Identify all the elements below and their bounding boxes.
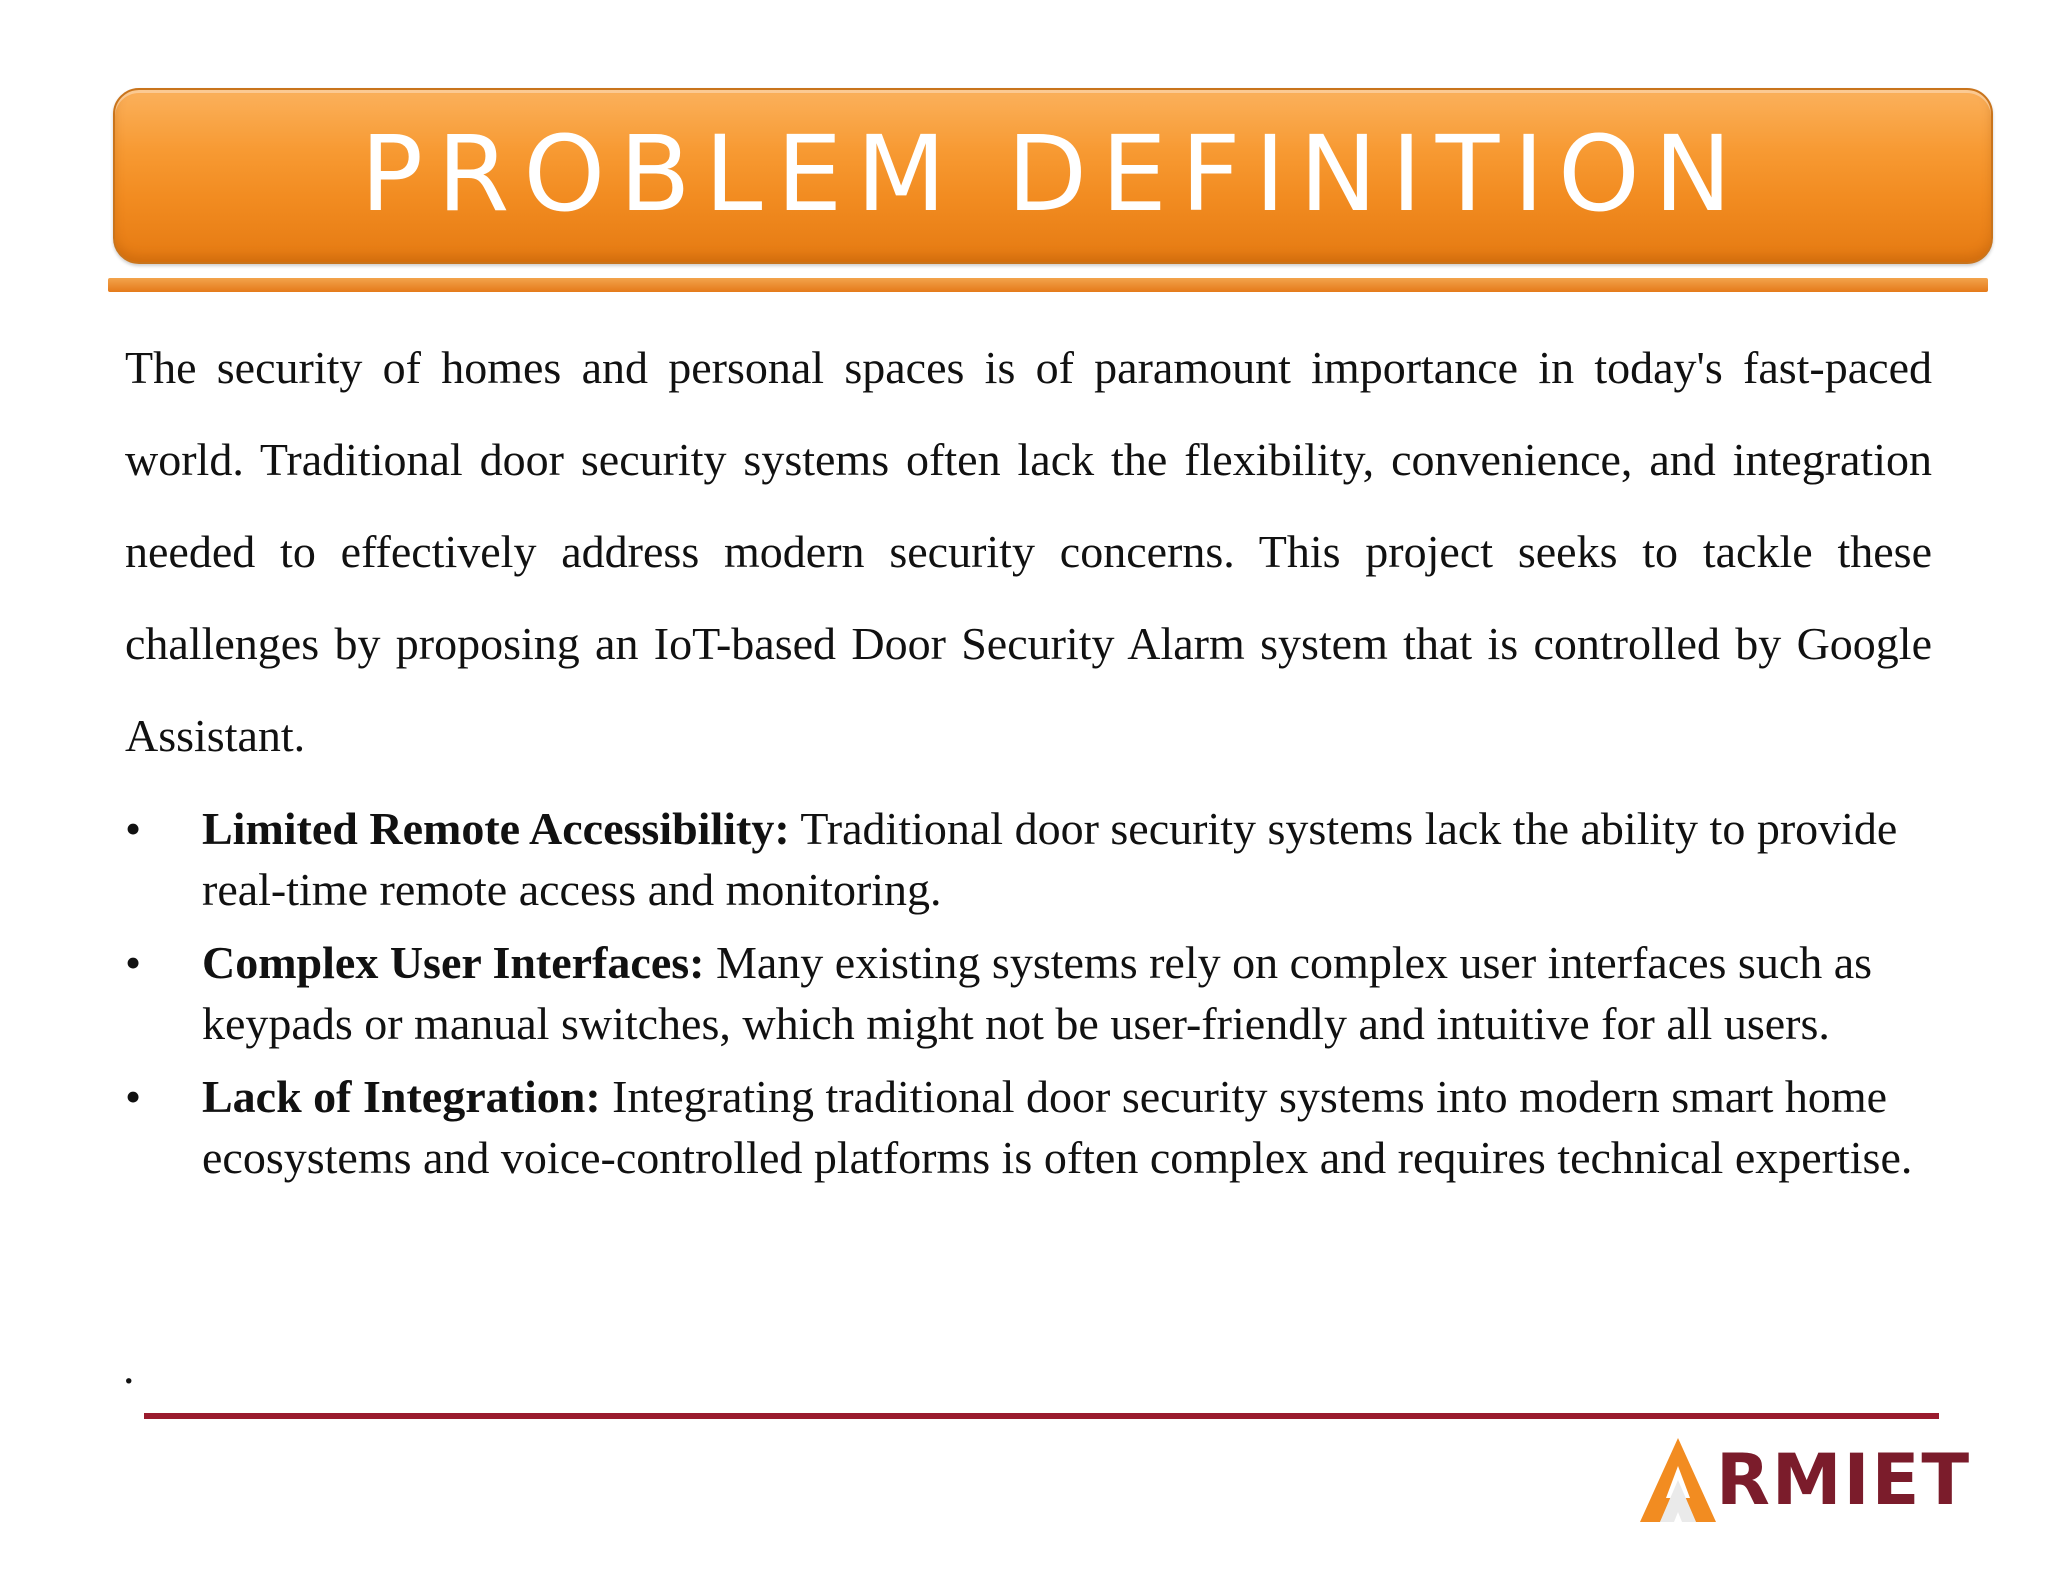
bullet-icon: • xyxy=(125,1071,142,1122)
logo-text: RMIET xyxy=(1716,1439,1972,1521)
trailing-period: . xyxy=(123,1342,135,1393)
bullet-icon: • xyxy=(125,937,142,988)
bullet-icon: • xyxy=(125,803,142,854)
list-item xyxy=(125,798,1945,920)
bullet-term: Lack of Integration: xyxy=(202,1071,601,1122)
bullet-text: Many existing systems rely on complex user interfaces such as keypads or manual switches, which might not be user-friendly and intuitive for all users. xyxy=(202,937,1873,1049)
armiet-a-logo-icon xyxy=(1638,1436,1718,1526)
slide-title: PROBLEM DEFINITION xyxy=(360,113,1746,235)
list-item xyxy=(125,1066,1945,1188)
bullet-text: Traditional door security systems lack the ability to provide real-time remote access and monitoring. xyxy=(202,803,1898,915)
bullet-text: Integrating traditional door security systems into modern smart home ecosystems and voice-controlled platforms is often complex and requires technical expertise. xyxy=(202,1071,1913,1183)
bullet-term: Complex User Interfaces: xyxy=(202,937,705,988)
title-banner xyxy=(113,88,1993,264)
title-underline xyxy=(108,278,1988,292)
armiet-logo xyxy=(1638,1436,1972,1526)
list-item xyxy=(125,932,1945,1054)
bullet-term: Limited Remote Accessibility: xyxy=(202,803,790,854)
problem-list xyxy=(125,798,1945,1200)
intro-paragraph: The security of homes and personal spaces is of paramount importance in today's fast-paced world. Traditional door security systems often lack the flexibility, convenience, and integration needed to effectively address modern security concerns. This project seeks to tackle these challenges by proposing an IoT-based Door Security Alarm system that is controlled by Google Assistant. xyxy=(125,342,1932,761)
footer-divider xyxy=(144,1413,1939,1419)
